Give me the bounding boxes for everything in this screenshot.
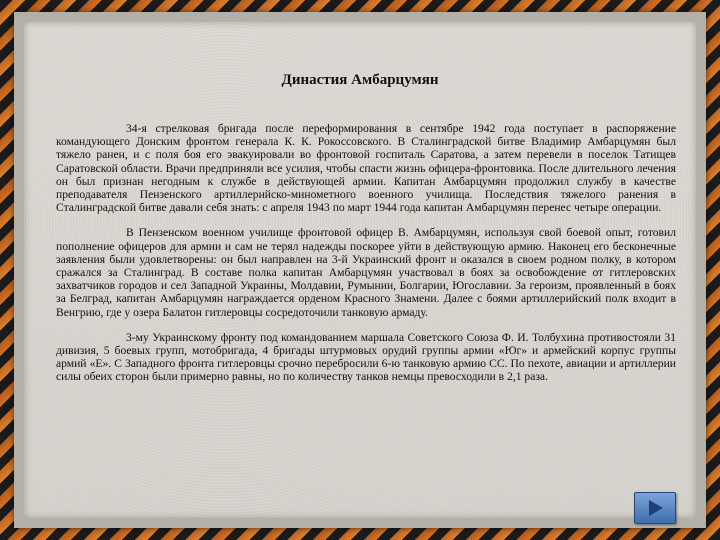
paragraph-3: 3-му Украинскому фронту под командованием маршала Советского Союза Ф. И. Толбухина противостояли 31 дивизия, 5 боевых групп, мотобригада, 4 бригады штурмовых орудий группы армии «Юг» и армейский корпус группы армий «Е». С Западного фронта гитлеровцы срочно перебросили 6-ю танковую армию СС. По пехоте, авиации и артиллерии силы обеих сторон были примерно равны, но по количеству танков немцы превосходили в 2,1 раза. — [56, 330, 676, 384]
slide-title: Династия Амбарцумян — [281, 72, 439, 88]
slide-body — [56, 122, 676, 396]
slide-frame — [14, 12, 706, 528]
paragraph-1: 34-я стрелковая бригада после переформирования в сентябре 1942 года поступает в распоряжение командующего Донским фронтом генерала К. К. Рокоссовского. В Сталинградской битве Владимир Амбарцумян был тяжело ранен, и с поля боя его эвакуировали во фронтовой госпиталь Саратова, а затем перевели в поселок Татищев Саратовской области. Врачи предприняли все усилия, чтобы спасти жизнь офицера-фронтовика. После длительного лечения он был признан негодным к службе в действующей армии. Капитан Амбарцумян продолжил службу в качестве преподавателя Пензенского артиллерийско-минометного военного училища. Последствия тяжелого ранения в Сталинградской битве давали себя знать: с апреля 1943 по март 1944 года капитан Амбарцумян перенес четыре операции. — [56, 122, 676, 215]
play-triangle-right-icon — [646, 499, 664, 517]
next-slide-button[interactable] — [634, 492, 676, 524]
slide-panel — [24, 22, 696, 518]
paragraph-2: В Пензенском военном училище фронтовой офицер В. Амбарцумян, используя свой боевой опыт, готовил пополнение офицеров для армии и сам не терял надежды поскорее уйти в действующую армию. Наконец его бесконечные заявления были удовлетворены: он был направлен на 3-й Украинский фронт и оказался в своем родном полку, в котором сражался за Сталинград. В составе полка капитан Амбарцумян участвовал в боях за освобождение от гитлеровских захватчиков городов и сел Западной Украины, Молдавии, Румынии, Болгарии, Югославии. За героизм, проявленный в боях за Белград, капитан Амбарцумян награждается орденом Красного Знамени. Далее с боями артиллерийский полк входит в Венгрию, где у озера Балатон гитлеровцы сосредоточили танковую армаду. — [56, 226, 676, 319]
